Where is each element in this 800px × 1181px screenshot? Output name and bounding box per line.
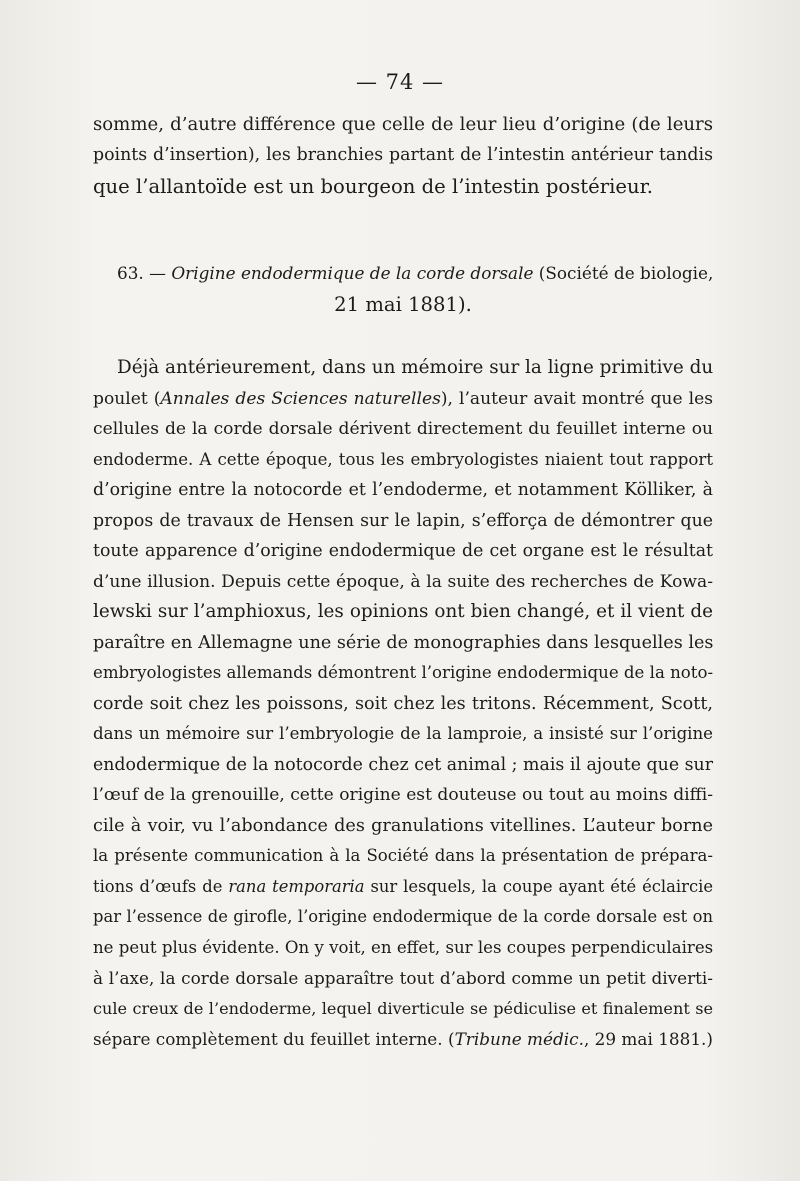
section-body — [93, 353, 713, 1055]
text-line: somme, d’autre différence que celle de leur lieu d’origine (de leurs — [93, 114, 713, 135]
text-line: l’œuf de la grenouille, cette origine est douteuse ou tout au moins diffi- — [93, 785, 713, 805]
text-line: la présente communication à la Société dans la présentation de prépara- — [93, 846, 713, 865]
text-line: cile à voir, vu l’abondance des granulations vitellines. L’auteur borne — [93, 815, 713, 836]
text-line — [93, 1024, 713, 1055]
section-date: 21 mai 1881). — [334, 293, 472, 317]
text-line: corde soit chez les poissons, soit chez les tritons. Récemment, Scott, — [93, 693, 713, 714]
text-line: ne peut plus évidente. On y voit, en effet, sur les coupes perpendiculaires — [93, 937, 714, 957]
citation-source: Tribune médic. — [454, 1029, 584, 1049]
text-line: cule creux de l’endoderme, lequel diverticule se pédiculise et finalement se — [93, 998, 713, 1018]
paragraph-continuation — [93, 109, 713, 203]
text-segment: sur lesquels, la coupe ayant été éclaircie — [364, 876, 713, 896]
text-line: propos de travaux de Hensen sur le lapin, s’efforça de démontrer que — [93, 510, 713, 531]
text-line: lewski sur l’amphioxus, les opinions ont bien changé, et il vient de — [93, 601, 713, 622]
text-line — [93, 384, 713, 415]
text-line: paraître en Allemagne une série de monographies dans lesquelles les — [93, 632, 714, 653]
section-number: 63. — — [117, 263, 166, 283]
text-segment: tions d’œufs de — [93, 876, 229, 896]
text-segment: sépare complètement du feuillet interne. ( — [93, 1029, 455, 1049]
text-line: à l’axe, la corde dorsale apparaître tout d’abord comme un petit diverti- — [93, 968, 713, 988]
text-segment: , 29 mai 1881.) — [583, 1029, 713, 1049]
text-line: dans un mémoire sur l’embryologie de la lamproie, a insisté sur l’origine — [93, 724, 713, 743]
text-line: endoderme. A cette époque, tous les embryologistes niaient tout rapport — [93, 449, 713, 469]
text-line: d’une illusion. Depuis cette époque, à la suite des recherches de Kowa- — [93, 571, 713, 592]
text-line: cellules de la corde dorsale dérivent directement du feuillet interne ou — [93, 419, 713, 439]
text-line — [93, 353, 713, 384]
text-line: points d’insertion), les branchies partant de l’intestin antérieur tandis — [93, 145, 713, 166]
section-source: (Société de biologie, — [538, 263, 714, 283]
species-name: rana temporaria — [228, 876, 365, 896]
text-line: que l’allantoïde est un bourgeon de l’intestin postérieur. — [93, 175, 654, 199]
text-segment: ), l’auteur avait montré que les — [440, 388, 713, 409]
heading-line — [93, 258, 713, 289]
text-line: endodermique de la notocorde chez cet animal ; mais il ajoute que sur — [93, 754, 713, 775]
section-title: Origine endodermique de la corde dorsale — [171, 263, 534, 283]
section-heading — [93, 258, 713, 320]
text-segment: poulet ( — [93, 388, 161, 409]
text-line: toute apparence d’origine endodermique de cet organe est le résultat — [93, 541, 713, 561]
journal-title: Annales des Sciences naturelles — [160, 388, 441, 409]
text-line: embryologistes allemands démontrent l’origine endodermique de la noto- — [93, 663, 714, 682]
text-line: par l’essence de girofle, l’origine endodermique de la corde dorsale est on — [93, 907, 713, 926]
text-line — [93, 872, 713, 903]
text-segment: Déjà antérieurement, dans un mémoire sur la ligne primitive du — [117, 357, 714, 378]
page-number: — 74 — — [355, 70, 445, 94]
text-line: d’origine entre la notocorde et l’endoderme, et notamment Kölliker, à — [93, 480, 713, 500]
